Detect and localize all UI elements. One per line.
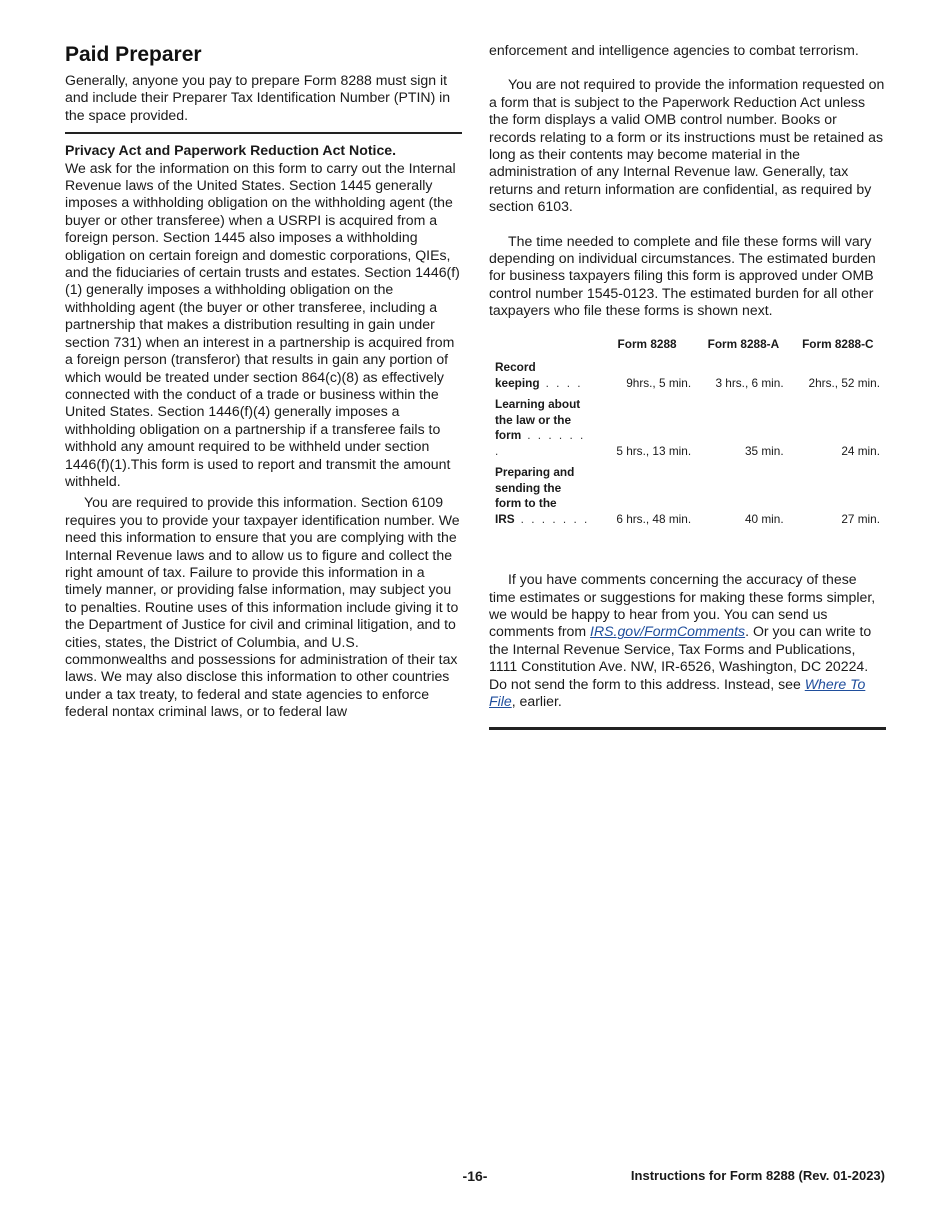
time-cell: 6 hrs., 48 min. xyxy=(616,511,692,526)
time-cell: 2hrs., 52 min. xyxy=(808,375,880,390)
required-info-paragraph: You are required to provide this information. Section 6109 requires you to provide your taxpayer identification number. We need this information to ensure that you are complying with the Internal Revenue laws and to allow us to figure and collect the right amount of tax. Failure to provide this information in a timely manner, or providing false information, may subject you to penalties. Routine uses of this information include giving it to the Department of Justice for civil and criminal litigation, and to cities, states, the District of Columbia, and U.S. commonwealths and possessions for administration of their tax laws. We may also disclose this information to other countries under a tax treaty, to federal and state agencies to enforce federal nontax criminal laws, or to federal law xyxy=(65,494,460,720)
privacy-act-title: Privacy Act and Paperwork Reduction Act Notice. xyxy=(65,142,397,159)
time-estimate-paragraph: The time needed to complete and file these forms will vary depending on individual circumstances. The estimated burden for business taxpayers filing this form is approved under OMB control number 1545-0123. The estimated burden for all other taxpayers who file these forms is shown next. xyxy=(489,232,876,319)
column-header-form-8288a: Form 8288-A xyxy=(707,336,780,351)
burden-table xyxy=(489,335,886,534)
page-number: -16- xyxy=(462,1168,488,1184)
form-comments-link[interactable]: IRS.gov/FormComments xyxy=(590,623,746,640)
activity-label: Preparing and sending the form to the IRS . . . . . . . xyxy=(495,465,590,526)
where-to-file-link[interactable]: Where To File xyxy=(489,675,866,710)
table-row xyxy=(489,397,886,465)
time-cell: 40 min. xyxy=(744,511,784,526)
column-header-form-8288: Form 8288 xyxy=(617,336,677,351)
burden-table-header xyxy=(489,335,886,361)
time-cell: 27 min. xyxy=(841,511,880,526)
section-divider xyxy=(65,132,462,134)
section-heading-paid-preparer: Paid Preparer xyxy=(65,43,202,66)
table-row xyxy=(489,360,886,397)
column-header-form-8288c: Form 8288-C xyxy=(802,336,874,351)
end-of-section-rule xyxy=(489,727,886,730)
comments-paragraph: If you have comments concerning the accuracy of these time estimates or suggestions for making these forms simpler, we would be happy to hear from you. You can send us comments from IRS.gov/FormComments. Or you can write to the Internal Revenue Service, Tax Forms and Publications, 1111 Constitution Ave. NW, IR-6526, Washington, DC 20224. Do not send the form to this address. Instead, see Where To File, earlier. xyxy=(489,571,876,710)
time-cell: 3 hrs., 6 min. xyxy=(715,375,784,390)
omb-paragraph: You are not required to provide the information requested on a form that is subject to the Paperwork Reduction Act unless the form displays a valid OMB control number. Books or records relating to a form or its instructions must be retained as long as their contents may become material in the administration of any Internal Revenue law. Generally, tax returns and return information are confidential, as required by section 6103. xyxy=(489,76,885,215)
left-column xyxy=(65,42,462,721)
footer-form-title: Instructions for Form 8288 (Rev. 01-2023) xyxy=(630,1168,885,1183)
table-row xyxy=(489,465,886,533)
activity-label: Record keeping . . . . xyxy=(495,360,583,390)
time-cell: 5 hrs., 13 min. xyxy=(616,443,692,458)
continuation-paragraph: enforcement and intelligence agencies to combat terrorism. xyxy=(489,42,859,58)
right-column xyxy=(489,42,886,730)
time-cell: 35 min. xyxy=(744,443,784,458)
activity-label: Learning about the law or the form . . . . . . . xyxy=(495,397,586,458)
privacy-act-paragraph xyxy=(65,142,462,490)
time-cell: 9hrs., 5 min. xyxy=(626,375,692,390)
paid-preparer-paragraph: Generally, anyone you pay to prepare Form 8288 must sign it and include their Preparer Tax Identification Number (PTIN) in the space provided. xyxy=(65,72,451,123)
time-cell: 24 min. xyxy=(841,443,880,458)
privacy-act-text: We ask for the information on this form to carry out the Internal Revenue laws of the United States. Section 1445 generally imposes a withholding obligation on the withholding agent (the buyer or other transferee) when a USRPI is acquired from a foreign person. Section 1445 also imposes a withholding obligation on certain foreign and domestic corporations, QIEs, and the fiduciaries of certain trusts and estates. Section 1446(f)(1) generally imposes a withholding obligation on the withholding agent (the buyer or other transferee, including a partnership that makes a distribution resulting in gain under section 731) when an interest in a partnership is acquired from a foreign person (transferor) that results in gain any portion of which would be treated under section 864(c)(8) as effectively connected with the conduct of a trade or business within the United States. Section 1446(f)(4) generally imposes a withholding obligation on a partnership if a transferee fails to withhold any amount required to be withheld under section 1446(f)(1).This form is used to report and transmit the amount withheld. xyxy=(65,159,460,489)
